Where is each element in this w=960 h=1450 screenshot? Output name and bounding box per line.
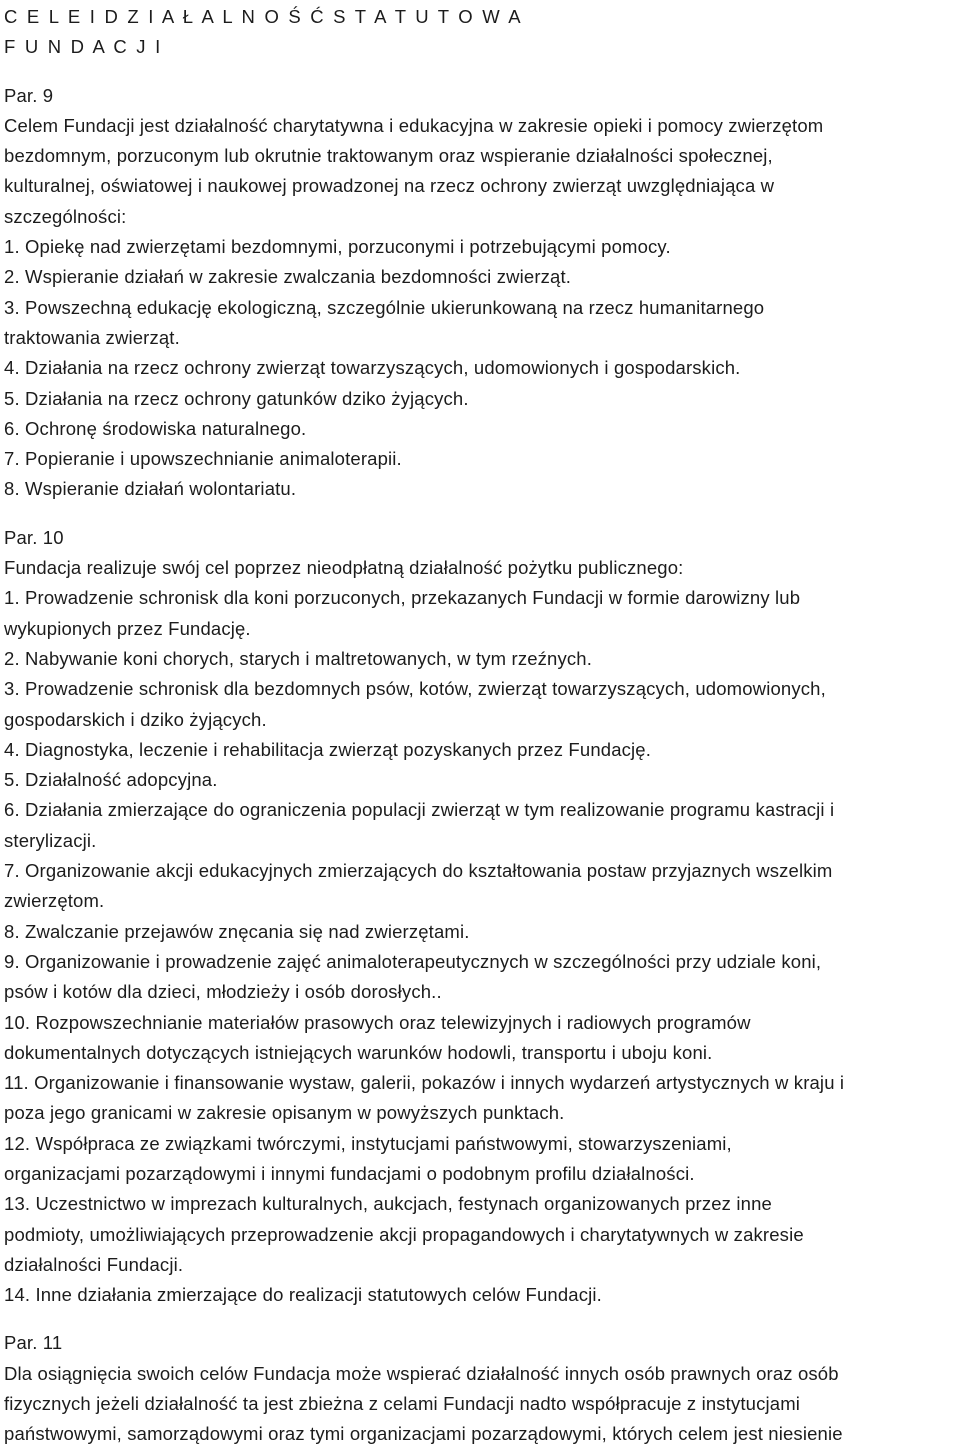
- document-title-line-1: C E L E I D Z I A Ł A L N O Ś Ć S T A T U T O W A: [4, 6, 523, 27]
- list-item-line: dokumentalnych dotyczących istniejących warunków hodowli, transportu i uboju koni.: [4, 1041, 713, 1063]
- list-item-line: 10. Rozpowszechnianie materiałów prasowych oraz telewizyjnych i radiowych programów: [4, 1011, 751, 1033]
- list-item: [4, 444, 956, 474]
- list-item: [4, 1068, 956, 1129]
- list-item: [4, 795, 956, 856]
- section-intro-line: Dla osiągnięcia swoich celów Fundacja może wspierać działalność innych osób prawnych oraz osób: [4, 1362, 839, 1384]
- list-item: [4, 674, 956, 735]
- list-item-line: 8. Wspieranie działań wolontariatu.: [4, 478, 297, 500]
- section-intro-line: państwowymi, samorządowymi oraz tymi organizacjami pozarządowymi, których celem jest niesienie: [4, 1423, 843, 1445]
- spacer: [4, 505, 956, 523]
- section-intro-line: Fundacja realizuje swój cel poprzez nieodpłatną działalność pożytku publicznego:: [4, 557, 684, 579]
- list-item: [4, 1008, 956, 1069]
- section-intro-line: fizycznych jeżeli działalność ta jest zbieżna z celami Fundacji nadto współpracuje z instytucjami: [4, 1393, 801, 1415]
- section: [4, 1328, 956, 1449]
- list-item-line: 12. Współpraca ze związkami twórczymi, instytucjami państwowymi, stowarzyszeniami,: [4, 1132, 732, 1154]
- list-item-line: 4. Diagnostyka, leczenie i rehabilitacja zwierząt pozyskanych przez Fundację.: [4, 738, 652, 760]
- section-intro-line: Celem Fundacji jest działalność charytatywna i edukacyjna w zakresie opieki i pomocy zwierzętom: [4, 114, 824, 136]
- section-heading: Par. 11: [4, 1332, 63, 1354]
- list-item-line: organizacjami pozarządowymi i innymi fundacjami o podobnym profilu działalności.: [4, 1162, 695, 1184]
- list-item: [4, 262, 956, 292]
- list-item: [4, 414, 956, 444]
- list-item-line: 8. Zwalczanie przejawów znęcania się nad zwierzętami.: [4, 920, 470, 942]
- list-item-line: 7. Popieranie i upowszechnianie animaloterapii.: [4, 448, 402, 470]
- list-item-line: zwierzętom.: [4, 890, 105, 912]
- list-item: [4, 1129, 956, 1190]
- list-item: [4, 293, 956, 354]
- list-item-line: 13. Uczestnictwo w imprezach kulturalnych, aukcjach, festynach organizowanych przez inne: [4, 1193, 772, 1215]
- list-item-line: 3. Powszechną edukację ekologiczną, szczególnie ukierunkowaną na rzecz humanitarnego: [4, 296, 765, 318]
- list-item-line: 9. Organizowanie i prowadzenie zajęć animaloterapeutycznych w szczególności przy udziale koni,: [4, 950, 822, 972]
- list-item-line: podmioty, umożliwiających przeprowadzenie akcji propagandowych i charytatywnych w zakresie: [4, 1223, 804, 1245]
- list-item-line: 1. Prowadzenie schronisk dla koni porzuconych, przekazanych Fundacji w formie darowizny lub: [4, 587, 801, 609]
- list-item: [4, 583, 956, 644]
- list-item: [4, 856, 956, 917]
- list-item-line: 7. Organizowanie akcji edukacyjnych zmierzających do kształtowania postaw przyjaznych wszelkim: [4, 860, 833, 882]
- list-item: [4, 917, 956, 947]
- section-intro-line: kulturalnej, oświatowej i naukowej prowadzonej na rzecz ochrony zwierząt uwzględniająca w: [4, 175, 775, 197]
- list-item-line: 6. Ochronę środowiska naturalnego.: [4, 417, 307, 439]
- list-item-line: 3. Prowadzenie schronisk dla bezdomnych psów, kotów, zwierząt towarzyszących, udomowionych,: [4, 678, 826, 700]
- list-item-line: 2. Wspieranie działań w zakresie zwalczania bezdomności zwierząt.: [4, 266, 572, 288]
- list-item: [4, 353, 956, 383]
- list-item-line: 4. Działania na rzecz ochrony zwierząt towarzyszących, udomowionych i gospodarskich.: [4, 357, 741, 379]
- list-item-line: traktowania zwierząt.: [4, 326, 180, 348]
- section: [4, 81, 956, 505]
- list-item: [4, 644, 956, 674]
- list-item-line: 5. Działalność adopcyjna.: [4, 769, 218, 791]
- document-title-line-2: F U N D A C J I: [4, 36, 163, 58]
- list-item: [4, 1189, 956, 1280]
- document-page: [4, 2, 956, 1450]
- list-item: [4, 1280, 956, 1310]
- spacer: [4, 63, 956, 81]
- sections-container: [4, 81, 956, 1450]
- section-heading: Par. 9: [4, 84, 54, 106]
- section-intro-line: bezdomnym, porzuconym lub okrutnie traktowanym oraz wspieranie działalności społecznej,: [4, 145, 773, 167]
- list-item-line: 11. Organizowanie i finansowanie wystaw, galerii, pokazów i innych wydarzeń artystycznych w kraju i: [4, 1072, 845, 1094]
- list-item-line: 5. Działania na rzecz ochrony gatunków dziko żyjących.: [4, 387, 469, 409]
- list-item: [4, 474, 956, 504]
- list-item-line: 6. Działania zmierzające do ograniczenia populacji zwierząt w tym realizowanie programu kastracji i: [4, 799, 835, 821]
- list-item: [4, 947, 956, 1008]
- list-item-line: gospodarskich i dziko żyjących.: [4, 708, 267, 730]
- list-item-line: 1. Opiekę nad zwierzętami bezdomnymi, porzuconymi i potrzebującymi pomocy.: [4, 236, 671, 258]
- list-item-line: wykupionych przez Fundację.: [4, 617, 251, 639]
- section-intro-line: szczególności:: [4, 205, 127, 227]
- list-item-line: działalności Fundacji.: [4, 1253, 184, 1275]
- list-item-line: psów i kotów dla dzieci, młodzieży i osób dorosłych..: [4, 981, 442, 1003]
- spacer: [4, 1310, 956, 1328]
- list-item: [4, 765, 956, 795]
- list-item-line: sterylizacji.: [4, 829, 97, 851]
- list-item-line: poza jego granicami w zakresie opisanym w powyższych punktach.: [4, 1102, 565, 1124]
- list-item: [4, 232, 956, 262]
- section-heading: Par. 10: [4, 526, 64, 548]
- section: [4, 523, 956, 1311]
- list-item: [4, 384, 956, 414]
- list-item-line: 14. Inne działania zmierzające do realizacji statutowych celów Fundacji.: [4, 1284, 602, 1306]
- list-item: [4, 735, 956, 765]
- list-item-line: 2. Nabywanie koni chorych, starych i maltretowanych, w tym rzeźnych.: [4, 647, 593, 669]
